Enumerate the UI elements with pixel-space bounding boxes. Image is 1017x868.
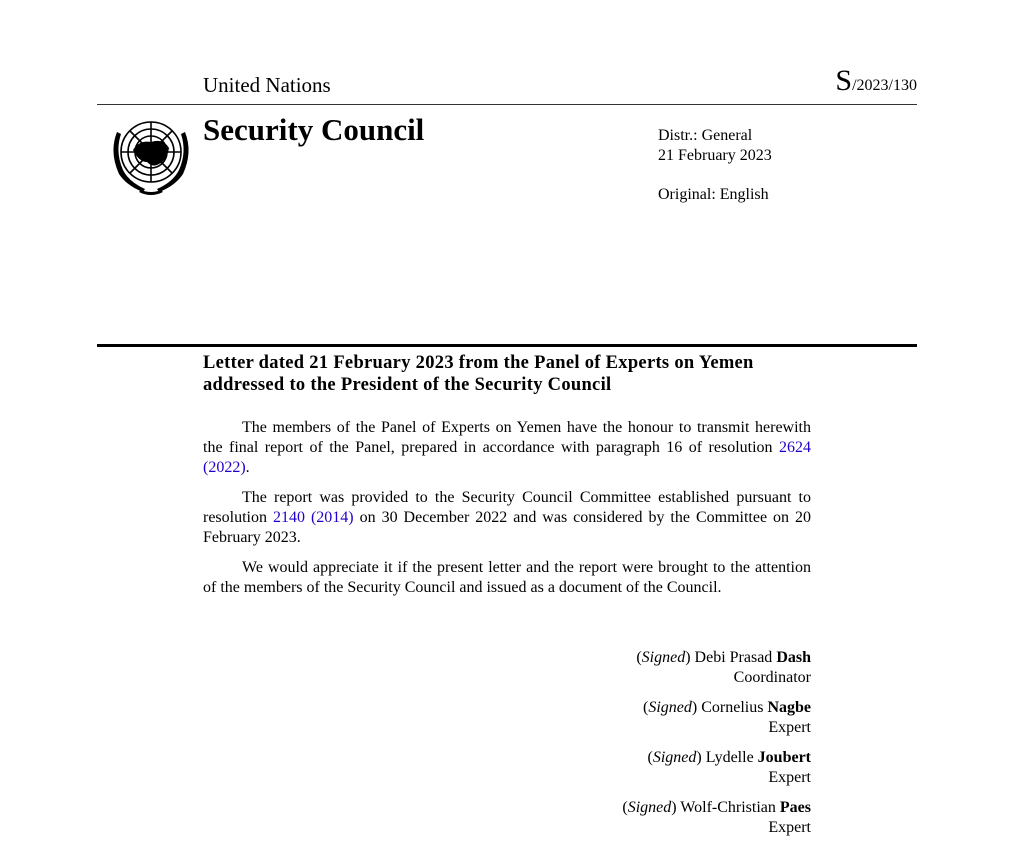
organization-name: United Nations bbox=[203, 73, 331, 97]
un-emblem-icon bbox=[103, 112, 199, 198]
role: Expert bbox=[768, 769, 811, 786]
distribution-block bbox=[658, 126, 772, 166]
symbol-number: /2023/130 bbox=[852, 77, 917, 94]
signature-block: (Signed) Lydelle Joubert Expert bbox=[622, 748, 811, 788]
signature-block: (Signed) Cornelius Nagbe Expert bbox=[622, 698, 811, 738]
surname: Dash bbox=[776, 649, 811, 666]
letter-title: Letter dated 21 February 2023 from the Panel of Experts on Yemen addressed to the President of the Security Council bbox=[203, 353, 754, 395]
symbol-prefix: S bbox=[835, 64, 853, 97]
paragraph: The report was provided to the Security Council Committee established pursuant to resolution 2140 (2014) on 30 December 2022 and was considered by the Committee on 20 February 2023. bbox=[203, 489, 811, 546]
distribution: Distr.: General bbox=[658, 127, 753, 144]
paragraph: We would appreciate it if the present letter and the report were brought to the attention of the members of the Security Council and issued as a document of the Council. bbox=[203, 559, 811, 596]
letter-body bbox=[203, 418, 811, 608]
surname: Nagbe bbox=[767, 699, 811, 716]
title-rule bbox=[97, 344, 917, 347]
role: Expert bbox=[768, 819, 811, 836]
role: Expert bbox=[768, 719, 811, 736]
resolution-link[interactable]: 2624 (2022) bbox=[203, 439, 811, 476]
signatures bbox=[622, 648, 811, 848]
resolution-link[interactable]: 2140 (2014) bbox=[272, 509, 354, 526]
header-rule bbox=[97, 104, 917, 105]
document-date: 21 February 2023 bbox=[658, 147, 772, 164]
surname: Joubert bbox=[757, 749, 811, 766]
signature-block: (Signed) Debi Prasad Dash Coordinator bbox=[622, 648, 811, 688]
role: Coordinator bbox=[733, 669, 811, 686]
signature-block: (Signed) Wolf-Christian Paes Expert bbox=[622, 799, 811, 836]
original-language: Original: English bbox=[658, 186, 769, 203]
surname: Paes bbox=[779, 799, 811, 816]
paragraph: The members of the Panel of Experts on Yemen have the honour to transmit herewith the final report of the Panel, prepared in accordance with paragraph 16 of resolution 2624 (2022). bbox=[203, 419, 811, 476]
document-symbol bbox=[835, 64, 917, 98]
organ-title: Security Council bbox=[203, 112, 425, 147]
